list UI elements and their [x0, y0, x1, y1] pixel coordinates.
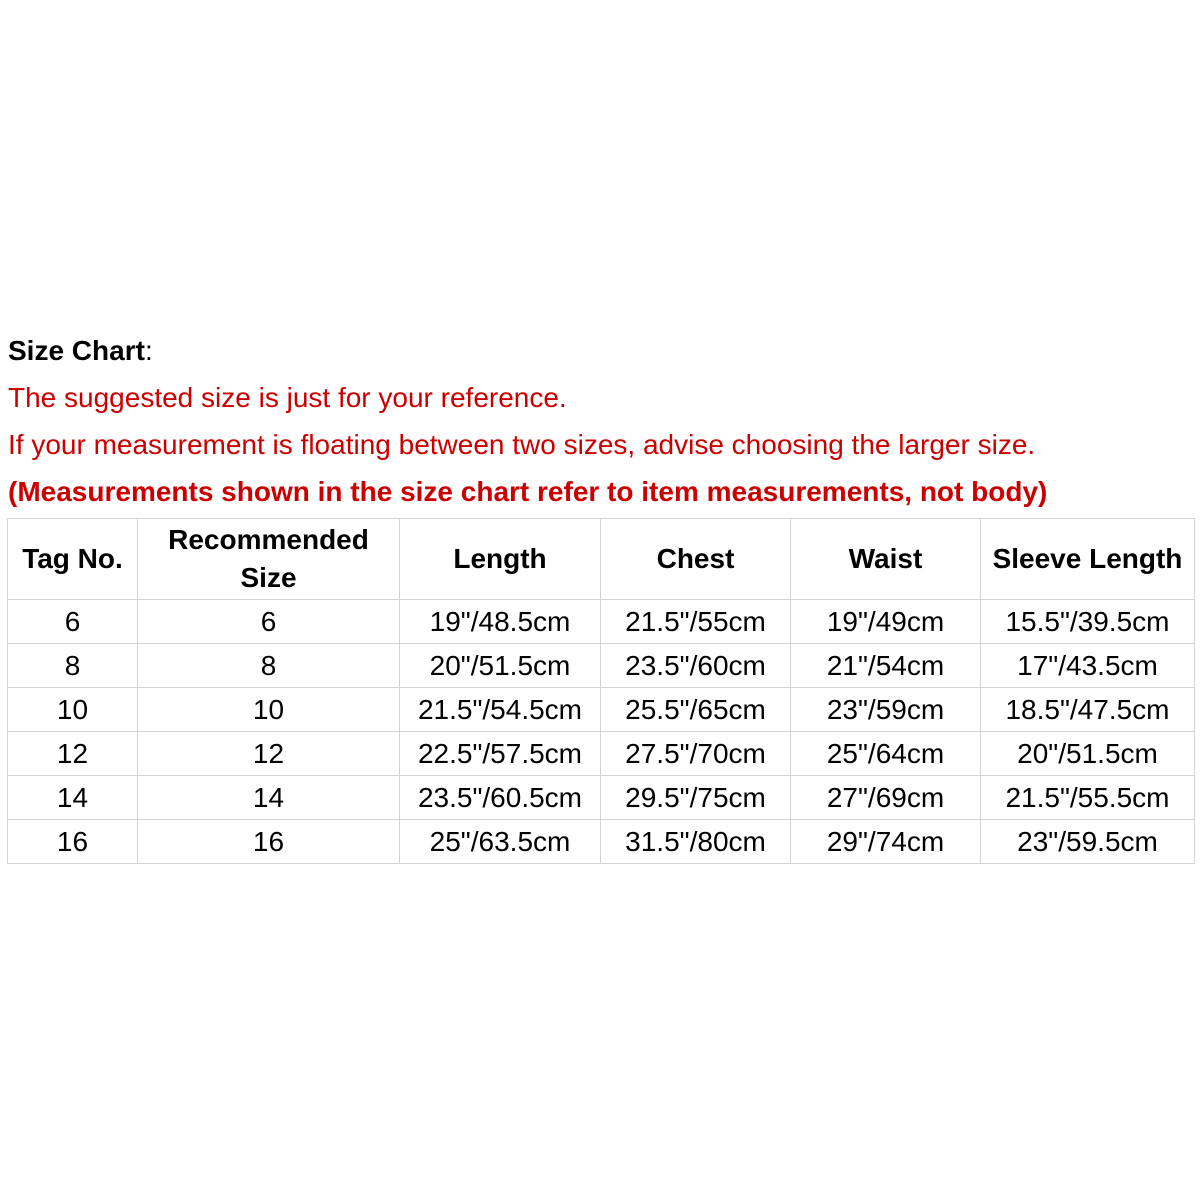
cell-sleeve-length: 20"/51.5cm: [981, 732, 1195, 776]
cell-recommended-size: 16: [138, 820, 400, 864]
table-row: [8, 732, 1195, 776]
cell-waist: 19"/49cm: [791, 600, 981, 644]
header-length: Length: [400, 519, 601, 600]
size-chart-heading: [8, 327, 1193, 374]
header-sleeve-length: Sleeve Length: [981, 519, 1195, 600]
cell-tag-no: 14: [8, 776, 138, 820]
table-row: [8, 600, 1195, 644]
cell-recommended-size: 10: [138, 688, 400, 732]
cell-sleeve-length: 23"/59.5cm: [981, 820, 1195, 864]
measurement-disclaimer: (Measurements shown in the size chart refer to item measurements, not body): [8, 476, 1048, 507]
cell-tag-no: 8: [8, 644, 138, 688]
cell-length: 19"/48.5cm: [400, 600, 601, 644]
sizing-advice-note: If your measurement is floating between two sizes, advise choosing the larger size.: [8, 429, 1036, 460]
cell-length: 21.5"/54.5cm: [400, 688, 601, 732]
table-row: [8, 688, 1195, 732]
cell-sleeve-length: 21.5"/55.5cm: [981, 776, 1195, 820]
table-row: [8, 644, 1195, 688]
table-row: [8, 820, 1195, 864]
cell-chest: 31.5"/80cm: [601, 820, 791, 864]
cell-waist: 21"/54cm: [791, 644, 981, 688]
table-row: [8, 776, 1195, 820]
cell-waist: 29"/74cm: [791, 820, 981, 864]
reference-note: The suggested size is just for your reference.: [8, 382, 567, 413]
cell-recommended-size: 6: [138, 600, 400, 644]
table-header-row: [8, 519, 1195, 600]
cell-sleeve-length: 18.5"/47.5cm: [981, 688, 1195, 732]
size-chart-intro: [8, 327, 1193, 515]
cell-chest: 21.5"/55cm: [601, 600, 791, 644]
cell-recommended-size: 14: [138, 776, 400, 820]
cell-length: 25"/63.5cm: [400, 820, 601, 864]
cell-chest: 25.5"/65cm: [601, 688, 791, 732]
cell-sleeve-length: 15.5"/39.5cm: [981, 600, 1195, 644]
cell-tag-no: 6: [8, 600, 138, 644]
cell-tag-no: 16: [8, 820, 138, 864]
header-waist: Waist: [791, 519, 981, 600]
cell-waist: 25"/64cm: [791, 732, 981, 776]
size-chart-title: Size Chart: [8, 335, 145, 366]
cell-length: 23.5"/60.5cm: [400, 776, 601, 820]
cell-chest: 29.5"/75cm: [601, 776, 791, 820]
cell-tag-no: 12: [8, 732, 138, 776]
cell-recommended-size: 12: [138, 732, 400, 776]
cell-length: 22.5"/57.5cm: [400, 732, 601, 776]
cell-recommended-size: 8: [138, 644, 400, 688]
cell-chest: 27.5"/70cm: [601, 732, 791, 776]
header-chest: Chest: [601, 519, 791, 600]
cell-tag-no: 10: [8, 688, 138, 732]
size-chart-title-colon: :: [144, 335, 153, 366]
cell-length: 20"/51.5cm: [400, 644, 601, 688]
cell-waist: 27"/69cm: [791, 776, 981, 820]
cell-sleeve-length: 17"/43.5cm: [981, 644, 1195, 688]
cell-chest: 23.5"/60cm: [601, 644, 791, 688]
header-tag-no: Tag No.: [8, 519, 138, 600]
size-table: [7, 518, 1195, 864]
cell-waist: 23"/59cm: [791, 688, 981, 732]
header-recommended-size: Recommended Size: [138, 519, 400, 600]
